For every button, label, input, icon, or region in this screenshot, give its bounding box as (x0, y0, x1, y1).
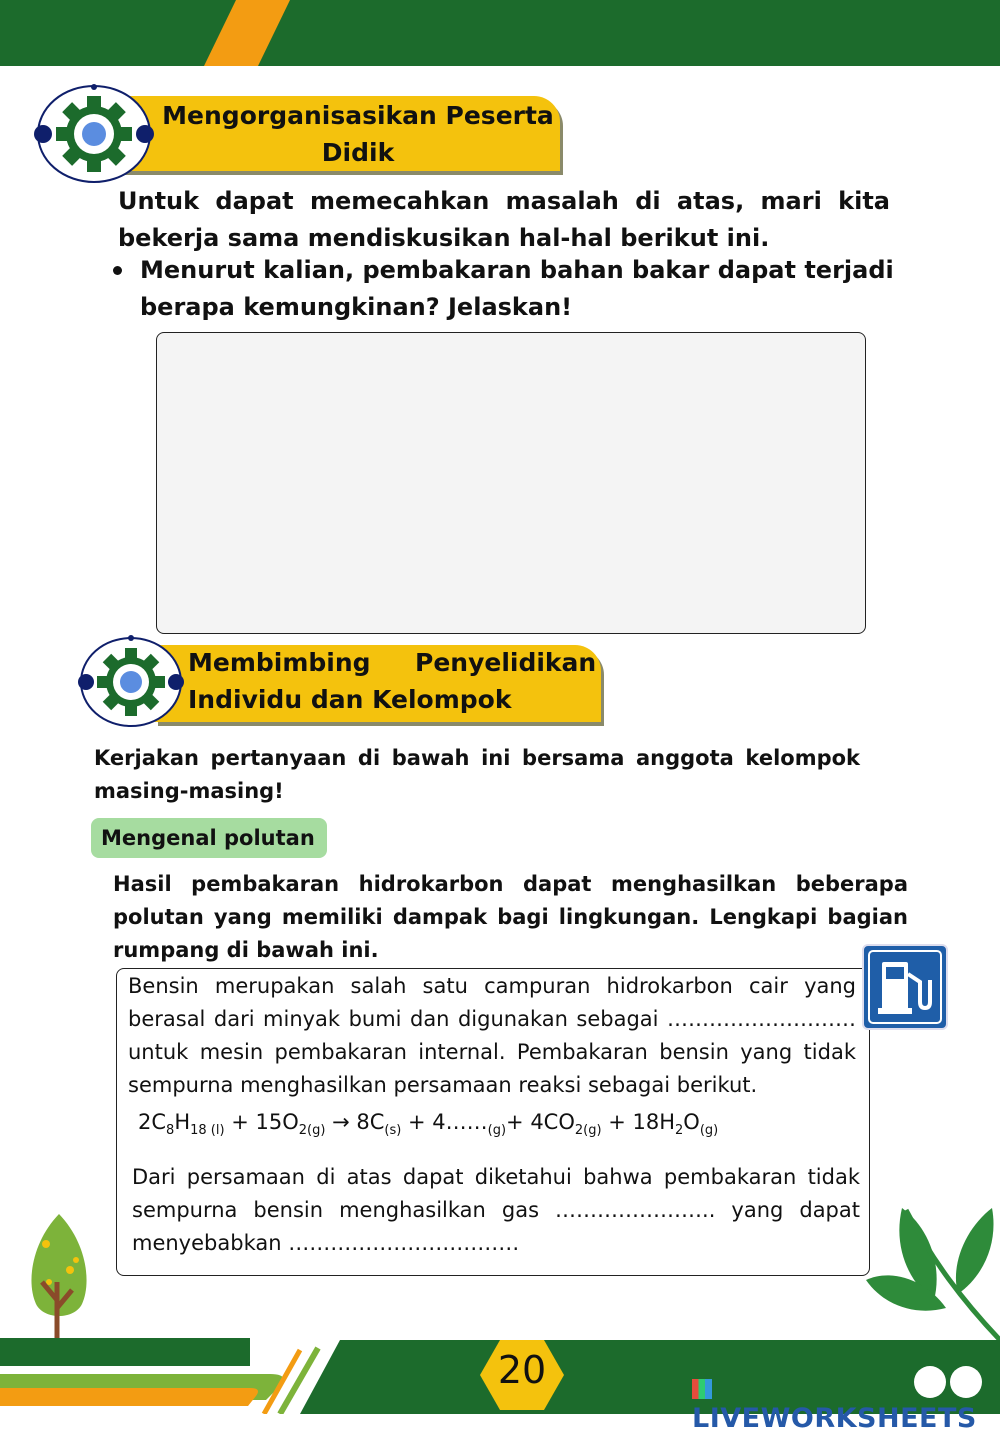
section2-title-line1-b: Penyelidikan (415, 648, 597, 677)
top-orange-stripe (0, 0, 1000, 66)
para1-line2: berasal dari minyak bumi dan digunakan sebagai ……………………… (128, 1007, 856, 1031)
subsection-desc-line1: Hasil pembakaran hidrokarbon dapat menghasilkan beberapa (113, 872, 908, 896)
section1-title-line2: Didik (321, 138, 395, 167)
para1-line4: sempurna menghasilkan persamaan reaksi sebagai berikut. (128, 1073, 758, 1097)
section1-intro-line2: bekerja sama mendiskusikan hal-hal berikut ini. (118, 224, 770, 252)
leaf-illustration (862, 1200, 1000, 1346)
gear-icon (75, 634, 190, 730)
para2-line2: sempurna bensin menghasilkan gas ………………….. yang dapat (132, 1198, 860, 1222)
subsection-desc-line3: rumpang di bawah ini. (113, 938, 379, 962)
section1-bullet-line1: Menurut kalian, pembakaran bahan bakar dapat terjadi (140, 256, 894, 284)
liveworksheets-watermark (692, 1372, 1000, 1434)
gear-icon (30, 84, 160, 188)
section1-intro-line1: Untuk dapat memecahkan masalah di atas, mari kita (118, 187, 890, 215)
section1-bullet-line2: berapa kemungkinan? Jelaskan! (140, 293, 573, 321)
fuel-pump-icon (862, 944, 948, 1030)
section1-title-line1: Mengorganisasikan Peserta (162, 101, 554, 130)
para2-line3: menyebabkan …………………………… (132, 1231, 520, 1255)
subsection-desc-line2: polutan yang memiliki dampak bagi lingkungan. Lengkapi bagian (113, 905, 908, 929)
section2-title-line2: Individu dan Kelompok (188, 685, 512, 714)
watermark-text: LIVEWORKSHEETS (692, 1403, 977, 1434)
bullet-dot (113, 266, 122, 275)
page-number: 20 (497, 1348, 547, 1392)
tree-illustration (24, 1212, 94, 1350)
watermark-logo-icon (692, 1379, 712, 1399)
section2-title-line1-a: Membimbing (188, 648, 371, 677)
para1-line3: untuk mesin pembakaran internal. Pembakaran bensin yang tidak (128, 1040, 856, 1064)
subsection-label: Mengenal polutan (91, 818, 327, 858)
para2-line1: Dari persamaan di atas dapat diketahui bahwa pembakaran tidak (132, 1165, 860, 1189)
section2-instruction-line2: masing-masing! (94, 779, 284, 803)
answer-textarea[interactable] (156, 332, 866, 634)
section2-instruction-line1: Kerjakan pertanyaan di bawah ini bersama anggota kelompok (94, 746, 860, 770)
reaction-equation: $2C_8H_{18 (l)} + 15O_{2(g)} \to 8C_{(s)}$ + $4\dots\dots_{(g)}+ 4CO_{2(g)} + 18H_2O_{(g)}$ (138, 1110, 719, 1139)
para1-line1: Bensin merupakan salah satu campuran hidrokarbon cair yang (128, 974, 856, 998)
